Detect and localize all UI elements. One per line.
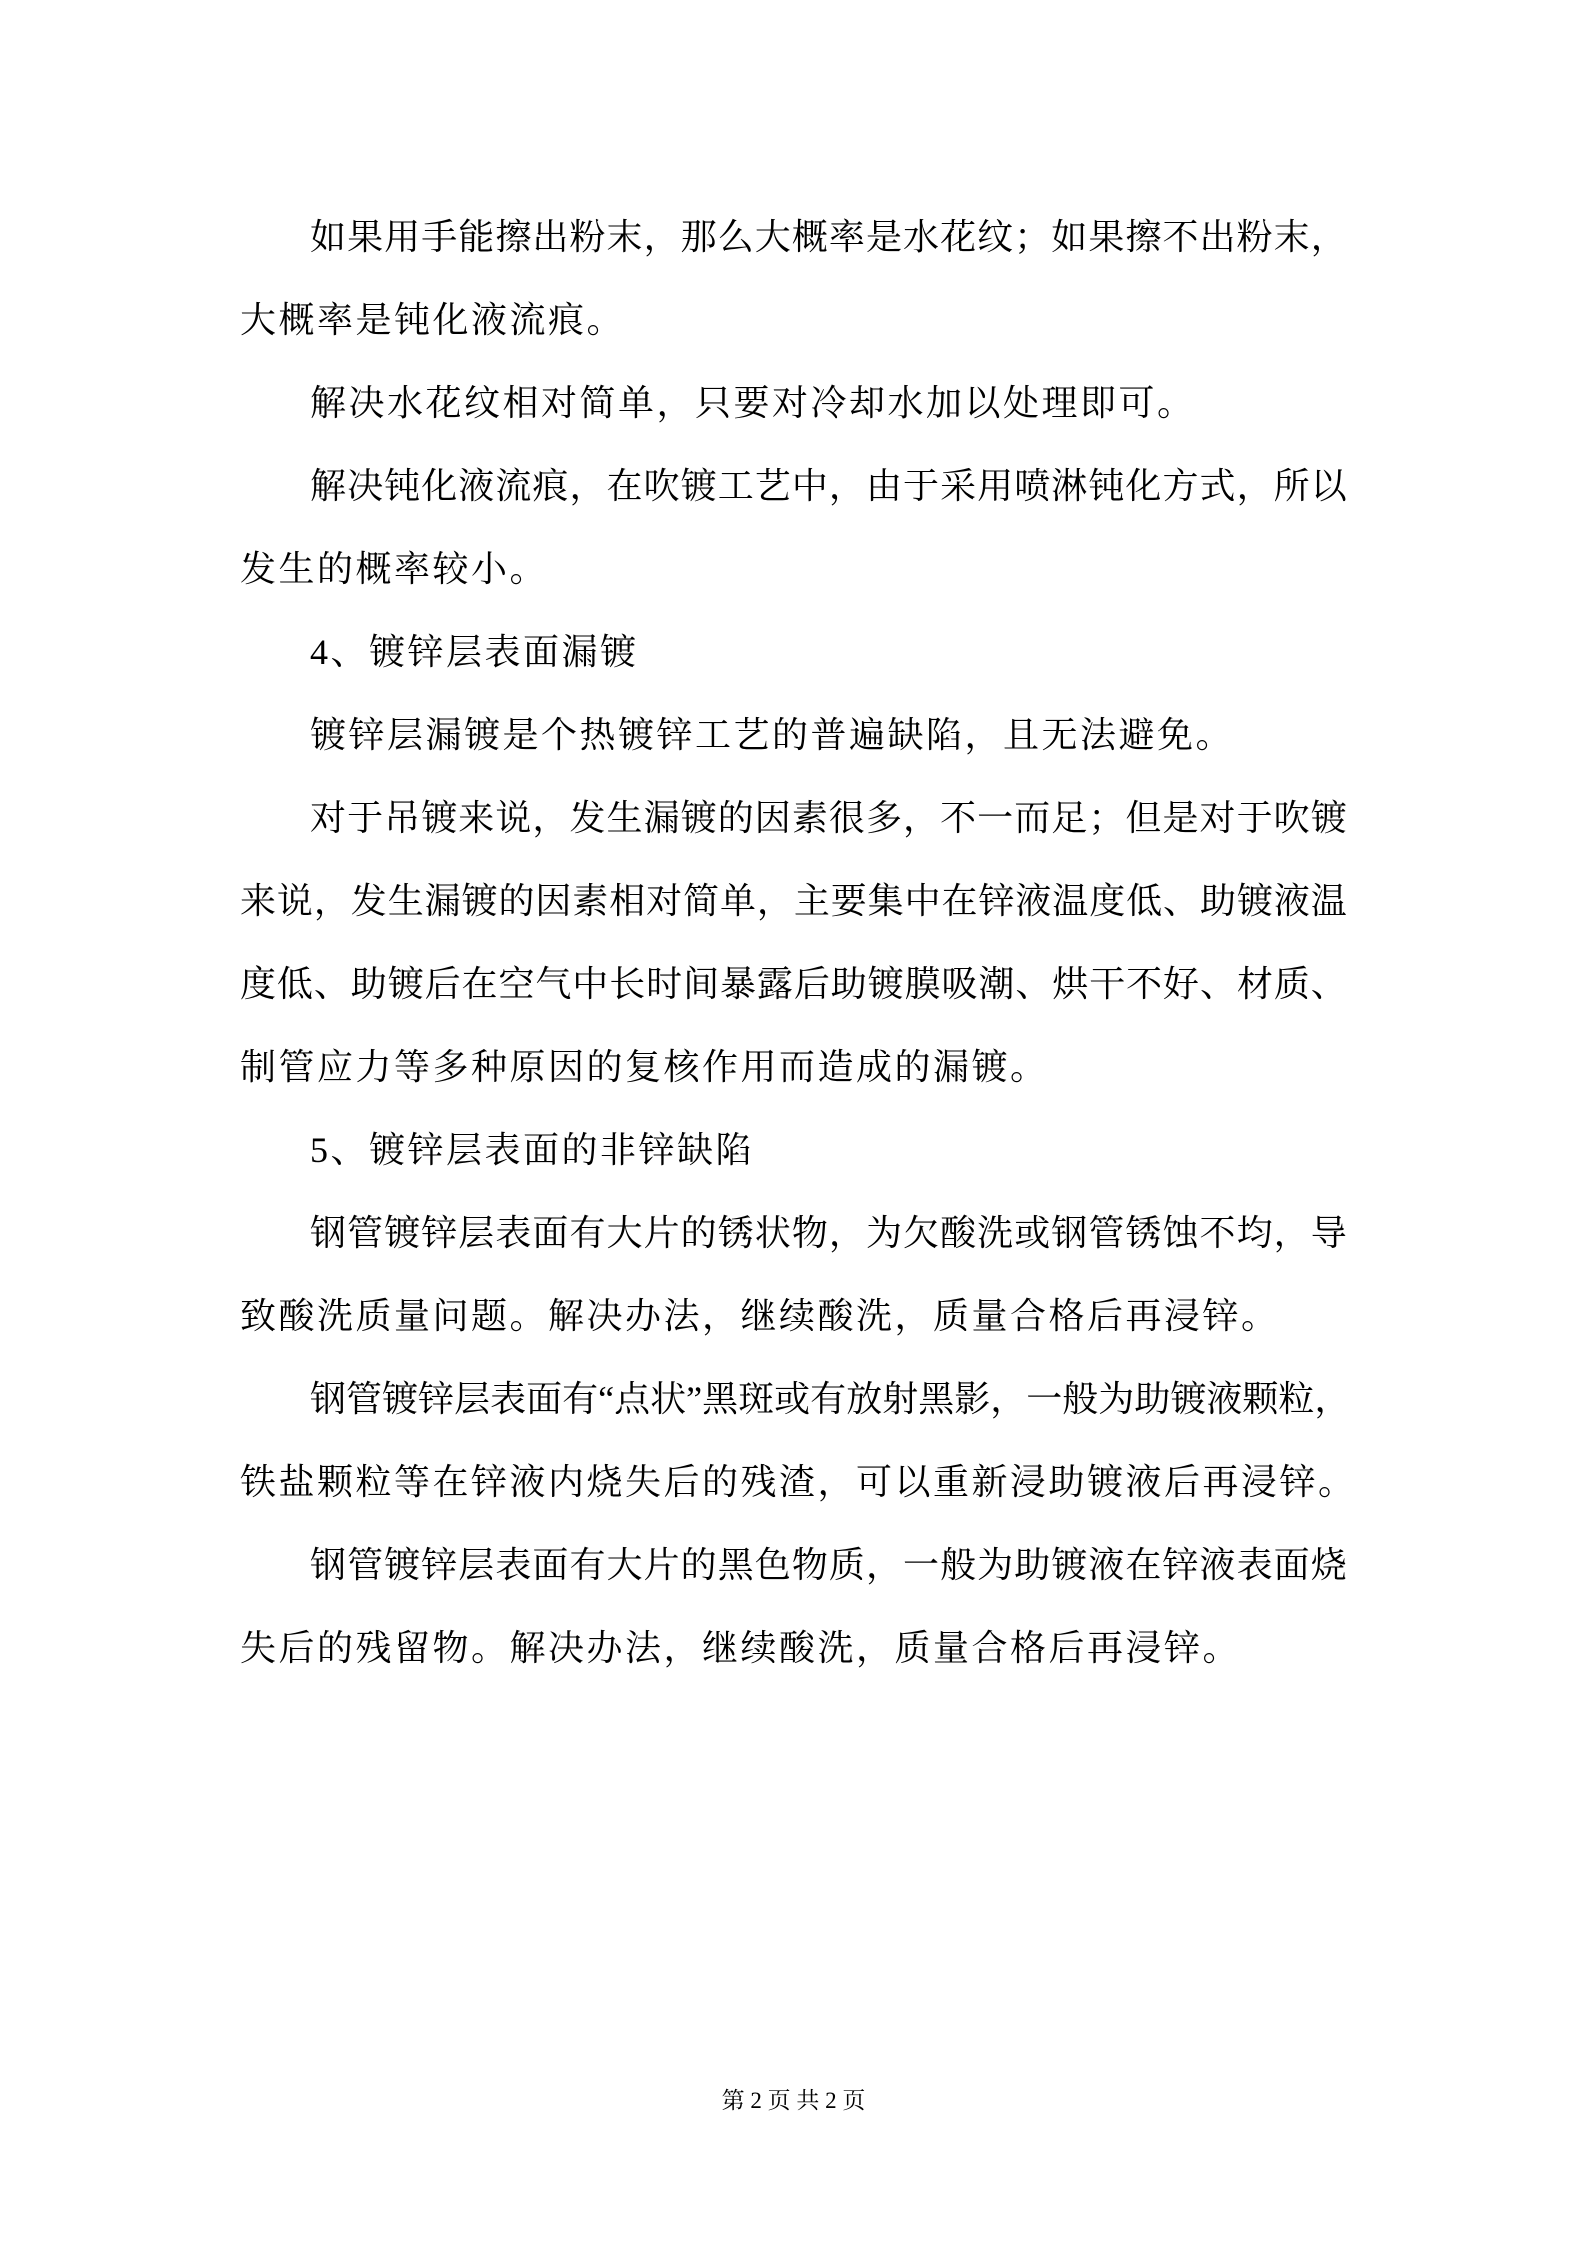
body-line: 解 决 钝 化 液 流 痕 ， 在 吹 镀 工 艺 中 ， 由 于 采 用 喷 淋 钝 化 方 式 ， 所 以 [310,466,1347,506]
page-footer [0,2085,1587,2117]
body-line: 钢 管 镀 锌 层 表 面 有 “ 点 状 ” 黑 斑 或 有 放 射 黑 影 ， 一 般 为 助 镀 液 颗 粒 ， [310,1379,1351,1419]
page-number-text: 第 2 页 共 2 页 [721,2088,866,2113]
body-line: 度 低 、 助 镀 后 在 空 气 中 长 时 间 暴 露 后 助 镀 膜 吸 潮 、 烘 干 不 好 、 材 质 、 [240,964,1347,1004]
body-line: 钢 管 镀 锌 层 表 面 有 大 片 的 锈 状 物 ， 为 欠 酸 洗 或 钢 管 锈 蚀 不 均 ， 导 [310,1213,1347,1253]
body-line: 失后的残留物。解决办法，继续酸洗，质量合格后再浸锌。 [240,1628,1242,1668]
body-line: 镀锌层漏镀是个热镀锌工艺的普遍缺陷，且无法避免。 [310,715,1235,755]
body-line: 对 于 吊 镀 来 说 ， 发 生 漏 镀 的 因 素 很 多 ， 不 一 而 足 ； 但 是 对 于 吹 镀 [310,798,1347,838]
heading-line: 4、镀锌层表面漏镀 [310,632,639,672]
body-line: 解决水花纹相对简单，只要对冷却水加以处理即可。 [310,383,1196,423]
heading-line: 5、镀锌层表面的非锌缺陷 [310,1130,755,1170]
document-body [240,196,1357,1690]
body-line: 如 果 用 手 能 擦 出 粉 末 ， 那 么 大 概 率 是 水 花 纹 ； 如 果 擦 不 出 粉 末 ， [310,217,1347,257]
body-line: 致酸洗质量问题。解决办法，继续酸洗，质量合格后再浸锌。 [240,1296,1280,1336]
body-line: 发生的概率较小。 [240,549,549,589]
body-line: 来 说 ， 发 生 漏 镀 的 因 素 相 对 简 单 ， 主 要 集 中 在 锌 液 温 度 低 、 助 镀 液 温 [240,881,1347,921]
body-line: 制管应力等多种原因的复核作用而造成的漏镀。 [240,1047,1049,1087]
body-line: 大概率是钝化液流痕。 [240,300,626,340]
body-line: 铁盐颗粒等在锌液内烧失后的残渣，可以重新浸助镀液后再浸锌。 [240,1462,1357,1502]
body-line: 钢 管 镀 锌 层 表 面 有 大 片 的 黑 色 物 质 ， 一 般 为 助 镀 液 在 锌 液 表 面 烧 [310,1545,1347,1585]
